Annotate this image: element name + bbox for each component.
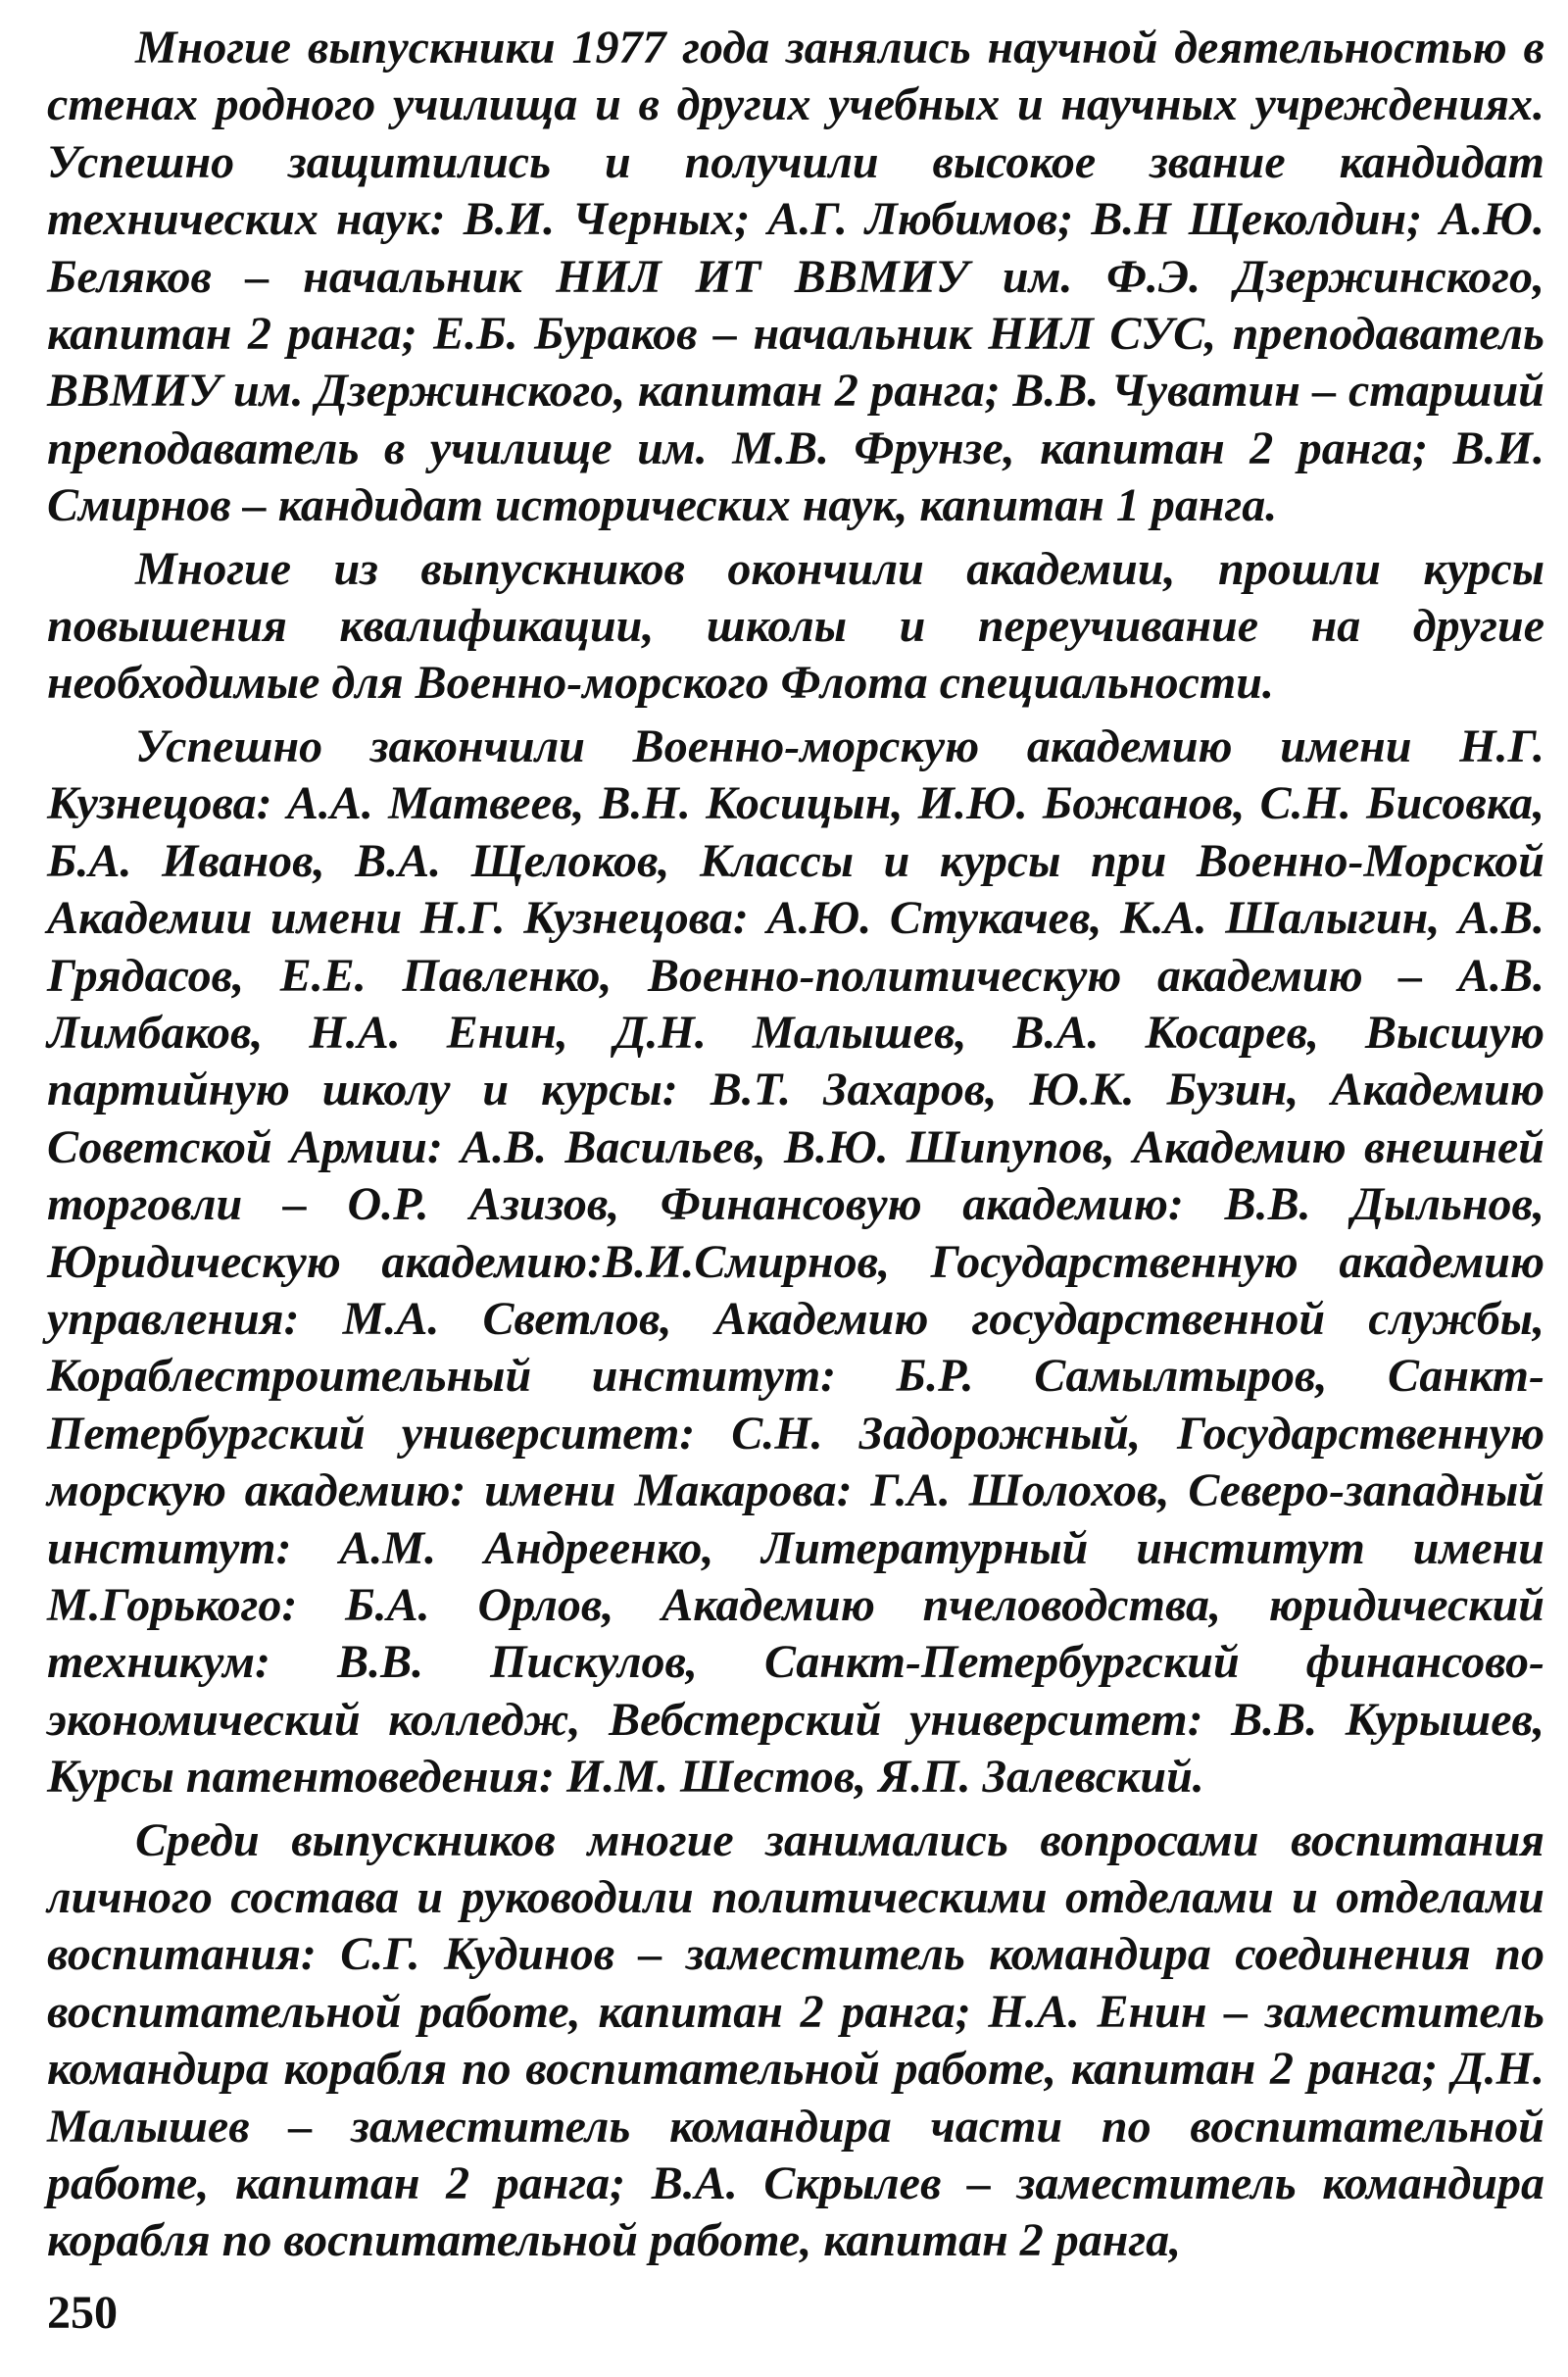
paragraph-academies-intro: Многие из выпускников окончили академии, прошли курсы повышения квалификации, школы и переучивание на другие необходимые для Военно-морского Флота специальности.: [47, 542, 1544, 710]
paragraph-academy-graduates: Успешно закончили Военно-морскую академию имени Н.Г. Кузнецова: А.А. Матвеев, В.Н. Косицын, И.Ю. Божанов, С.Н. Бисовка, Б.А. Иванов, В.А. Щелоков, Классы и курсы при Военно-Морской Академии имени Н.Г. Кузнецова: А.Ю. Стукачев, К.А. Шалыгин, А.В. Грядасов, Е.Е. Павленко, Военно-политическую академию – А.В. Лимбаков, Н.А. Енин, Д.Н. Малышев, В.А. Косарев, Высшую партийную школу и курсы: В.Т. Захаров, Ю.К. Бузин, Академию Советской Армии: А.В. Васильев, В.Ю. Шипупов, Академию внешней торговли – О.Р. Азизов, Финансовую академию: В.В. Дыльнов, Юридическую академию:В.И.Смирнов, Государственную академию управления: М.А. Светлов, Академию государственной службы, Кораблестроительный институт: Б.Р. Самылтыров, Санкт-Петербургский университет: С.Н. Задорожный, Государственную морскую академию: имени Макарова: Г.А. Шолохов, Северо-западный институт: А.М. Андреенко, Литературный институт имени М.Горького: Б.А. Орлов, Академию пчеловодства, юридический техникум: В.В. Пискулов, Санкт-Петербургский финансово-экономический колледж, Вебстерский университет: В.В. Курышев, Курсы патентоведения: И.М. Шестов, Я.П. Залевский.: [47, 719, 1544, 1804]
paragraph-education-work: Среди выпускников многие занимались вопросами воспитания личного состава и руководили политическими отделами и отделами воспитания: С.Г. Кудинов – заместитель командира соединения по воспитательной работе, капитан 2 ранга; Н.А. Енин – заместитель командира корабля по воспитательной работе, капитан 2 ранга; Д.Н. Малышев – заместитель командира части по воспитательной работе, капитан 2 ранга; В.А. Скрылев – заместитель командира корабля по воспитательной работе, капитан 2 ранга,: [47, 1813, 1544, 2267]
paragraph-scientific-work: Многие выпускники 1977 года занялись научной деятельностью в стенах родного училища и в других учебных и научных учреждениях. Успешно защитились и получили высокое звание кандидат технических наук: В.И. Черных; А.Г. Любимов; В.Н Щеколдин; А.Ю. Беляков – начальник НИЛ ИТ ВВМИУ им. Ф.Э. Дзержинского, капитан 2 ранга; Е.Б. Бураков – начальник НИЛ СУС, преподаватель ВВМИУ им. Дзержинского, капитан 2 ранга; В.В. Чуватин – старший преподаватель в училище им. М.В. Фрунзе, капитан 2 ранга; В.И. Смирнов – кандидат исторических наук, капитан 1 ранга.: [47, 22, 1544, 532]
page-body: [47, 20, 1544, 2303]
page-number: 250: [47, 2287, 118, 2339]
